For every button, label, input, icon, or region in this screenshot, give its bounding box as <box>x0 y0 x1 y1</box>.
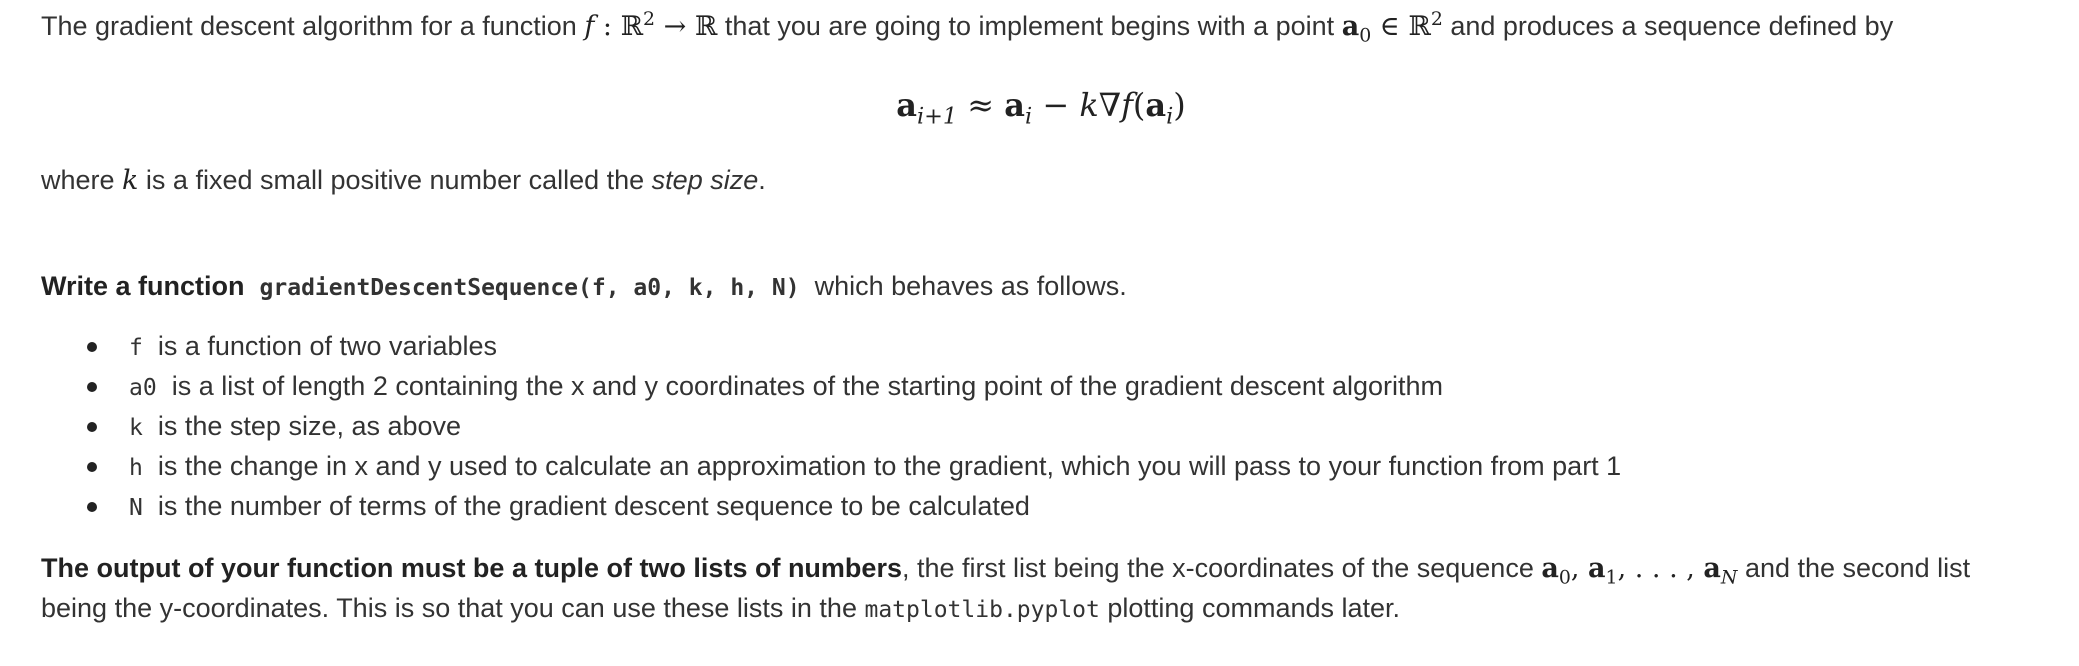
param-name: a0 <box>129 375 157 401</box>
list-item <box>41 446 1621 486</box>
reals-symbol: ℝ <box>694 11 718 42</box>
seq-sub-1: 1 <box>1605 566 1618 589</box>
seq-a: a <box>1703 553 1721 584</box>
param-name: N <box>129 495 143 521</box>
output-text-4: plotting commands later. <box>1099 593 1401 623</box>
intro-paragraph <box>41 6 1893 47</box>
eq-sub-i: i <box>1166 103 1174 130</box>
eq-a: a <box>1004 86 1025 124</box>
output-paragraph-line-1 <box>41 548 1970 589</box>
bullet-icon <box>87 462 97 472</box>
bullet-icon <box>87 342 97 352</box>
param-name: h <box>129 455 143 481</box>
matplotlib-module: matplotlib.pyplot <box>864 597 1100 623</box>
list-item <box>41 326 1621 366</box>
eq-rparen: ) <box>1173 86 1186 124</box>
bullet-icon <box>87 502 97 512</box>
output-text-2: and the second list <box>1737 553 1971 583</box>
list-item <box>41 366 1621 406</box>
seq-sub-N: N <box>1720 566 1738 589</box>
subscript-0: 0 <box>1359 24 1372 47</box>
colon-symbol: : <box>594 11 621 42</box>
parameter-list <box>41 326 1621 526</box>
intro-text-3: and produces a sequence defined by <box>1442 11 1894 41</box>
intro-text-2: that you are going to implement begins with a point <box>717 11 1342 41</box>
step-size-term: step size <box>651 165 759 195</box>
bullet-icon <box>87 422 97 432</box>
superscript-2: 2 <box>1430 8 1443 30</box>
task-bold-text: Write a function <box>41 271 245 301</box>
element-of-symbol: ∈ <box>1371 11 1409 42</box>
list-item <box>41 406 1621 446</box>
eq-k: k <box>1079 86 1099 124</box>
output-bold-text: The output of your function must be a tuple of two lists of numbers <box>41 553 902 583</box>
list-item <box>41 486 1621 526</box>
reals-symbol: ℝ <box>1408 11 1431 42</box>
where-text-3: . <box>758 165 766 195</box>
function-symbol: f <box>584 11 595 42</box>
reals-symbol: ℝ <box>620 11 644 42</box>
seq-comma: , <box>1570 553 1589 584</box>
task-rest-text: which behaves as follows. <box>814 271 1127 301</box>
function-signature: gradientDescentSequence(f, a0, k, h, N) <box>259 275 800 301</box>
superscript-2: 2 <box>643 8 656 30</box>
seq-dots: , . . . , <box>1617 553 1704 584</box>
seq-a: a <box>1588 553 1606 584</box>
eq-nabla: ∇ <box>1098 86 1122 124</box>
eq-sub-i: i <box>1025 103 1033 130</box>
param-name: k <box>129 415 143 441</box>
eq-f: f <box>1121 86 1133 124</box>
param-description: is a list of length 2 containing the x and y coordinates of the starting point of the gradient descent algorithm <box>171 371 1443 401</box>
arrow-symbol: → <box>655 11 695 42</box>
where-paragraph <box>41 160 766 201</box>
where-text-2: is a fixed small positive number called the <box>138 165 652 195</box>
param-name: f <box>129 335 143 361</box>
param-description: is the step size, as above <box>157 411 462 441</box>
seq-sub-0: 0 <box>1558 566 1571 589</box>
eq-lparen: ( <box>1132 86 1146 124</box>
output-text-1: , the first list being the x-coordinates of the sequence <box>901 553 1542 583</box>
k-symbol: k <box>122 165 139 196</box>
param-description: is the change in x and y used to calculate an approximation to the gradient, which you will pass to your function from part 1 <box>157 451 1622 481</box>
param-description: is a function of two variables <box>157 331 498 361</box>
eq-a: a <box>1145 86 1167 124</box>
param-description: is the number of terms of the gradient descent sequence to be calculated <box>157 491 1030 521</box>
task-paragraph <box>41 266 1127 308</box>
where-text-1: where <box>41 165 123 195</box>
bullet-icon <box>87 382 97 392</box>
point-a: a <box>1341 11 1360 42</box>
seq-a: a <box>1541 553 1559 584</box>
eq-minus: − <box>1032 86 1080 124</box>
output-text-3: being the y-coordinates. This is so that you can use these lists in the <box>41 593 865 623</box>
eq-sub-i-plus-1: i+1 <box>916 103 958 130</box>
eq-approx: ≈ <box>957 86 1005 124</box>
output-paragraph-line-2 <box>41 588 1400 630</box>
intro-text-1: The gradient descent algorithm for a function <box>41 11 585 41</box>
gradient-descent-equation <box>41 80 2041 130</box>
eq-a: a <box>896 86 917 124</box>
